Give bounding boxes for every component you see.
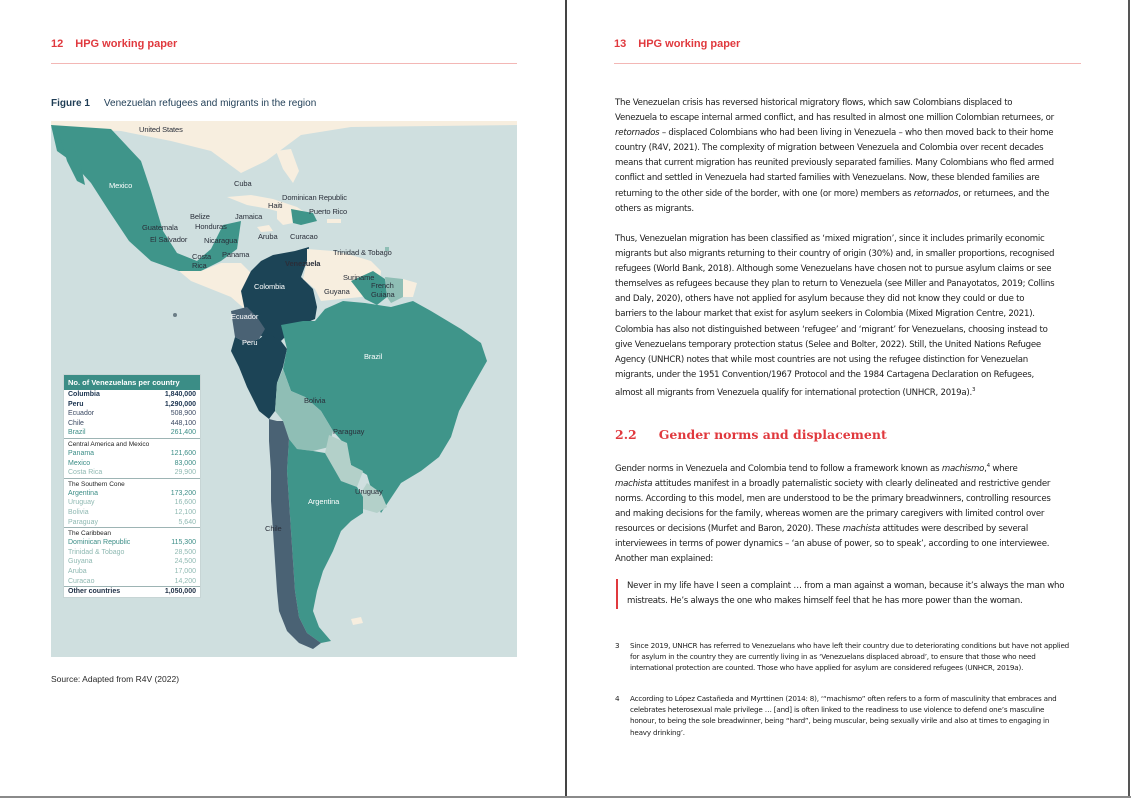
p1-text-b: – displaced Colombians who had been living in Venezuela – who then moved back to their home country (R4V, 2021). The complexity of migration between Venezuela and Colombia over recent decades means that current migration has reunited previously separated families. Many Colombians who fled armed conflict and settled in Venezuela had started families with Venezuelans. Now, these blended families are returning to the other side of the border, with one (or more) members as [615,128,1054,199]
country-value: 5,640 [178,518,196,526]
p3-text-d: attitudes were described by several interviewees in terms of power dynamics – ‘an abuse of power, so to speak’, according to one interviewee. Another man explained: [615,524,1050,565]
table-row-total [64,586,200,597]
map-label-colombia: Colombia [254,282,285,291]
map-label-aruba: Aruba [258,232,278,241]
table-row [64,459,200,469]
map-label-guyana: Guyana [324,287,350,296]
table-row [64,428,200,438]
land-puerto-rico [327,219,341,223]
map-label-venezuela: Venezuela [285,259,321,268]
table-title: No. of Venezuelans per country [64,375,200,390]
country-name: Aruba [68,567,87,575]
section-number: 2.2 [615,427,637,442]
country-name: Ecuador [68,410,95,418]
map-label-jamaica: Jamaica [235,212,263,221]
map-label-argentina: Argentina [308,497,340,506]
table-row [64,489,200,499]
table-row [64,538,200,548]
running-head-left [51,38,177,50]
map-label-panama: Panama [222,250,250,259]
block-quote: Never in my life have I seen a complaint … from a man against a woman, because it’s always the man who mistreats. He’s always the one who makes himself feel that he has more power than the woman. [616,579,1089,609]
map-label-belize: Belize [190,212,210,221]
country-value: 24,500 [174,558,196,566]
p1-text-c: , or returnees, and the others as migrants. [615,188,1050,214]
map-label-bolivia: Bolivia [304,396,326,405]
p3-text-c: attitudes manifest in a broadly paternalistic society with clearly delineated and restrictive gender norms. According to this model, men are understood to be the primary breadwinners, controlling resources and making decisions for the family, whereas women are the primary caregivers with limited control over resources or decisions (Murfet and Baron, 2020). These [615,478,1051,535]
paragraph-3 [615,459,1055,568]
running-title: HPG working paper [75,38,178,50]
country-value: 29,900 [174,469,196,477]
table-group-header: The Southern Cone [64,478,200,489]
country-name: Uruguay [68,499,95,507]
page-number: 13 [614,38,627,50]
total-country: Other countries [68,588,121,596]
country-value: 261,400 [170,429,196,437]
country-name: Argentina [68,489,98,497]
land-jamaica [257,225,273,232]
galapagos-islands [173,313,177,317]
figure-source: Source: Adapted from R4V (2022) [51,674,180,684]
country-name: Trinidad & Tobago [68,548,125,556]
map-label-costa-rica-2: Rica [192,261,207,270]
country-name: Chile [68,419,84,427]
p2-text: Thus, Venezuelan migration has been classified as ‘mixed migration’, since it includes primarily economic migrants but also migrants returning to their country of origin (30%) and, in smaller proportions, recognised refugees (World Bank, 2018). Although some Venezuelans have chosen not to pursue asylum claims or see themselves as refugees because they plan to return to Venezuela (see Miller and Panayotatos, 2019; Collins and Daly, 2020), others have not applied for asylum because they did not know they could or due to barriers to the labour market that exist for asylum seekers in Colombia (Mixed Migration Centre, 2021). Colombia has also not distinguished between ‘refugee’ and ‘migrant’ for Venezuelans, choosing instead to give Venezuelans temporary protection status (Selee and Bolter, 2022). Still, the United Nations Refugee Agency (UNHCR) notes that while most countries are not using the refugee distinction for Venezuelan migrants, under the 1951 Convention/1967 Protocol and the 1984 Cartagena Declaration on Refugees, almost all migrants from Venezuela qualify for international protection (UNHCR, 2019a). [615,234,1055,398]
paragraph-1 [615,96,1055,217]
table-body [64,390,200,586]
country-value: 508,900 [170,410,196,418]
map-label-peru: Peru [242,338,258,347]
map-label-suriname: Suriname [343,273,375,282]
country-value: 83,000 [174,459,196,467]
section-title: Gender norms and displacement [658,427,887,442]
footnote-ref-4[interactable]: 4 [986,463,990,469]
footnote-3 [615,640,1070,674]
p1-text-a: The Venezuelan crisis has reversed historical migratory flows, which saw Colombians displaced to Venezuela to escape internal armed conflict, and has resulted in almost one million Colombian returnees, or [615,98,1054,124]
table-row [64,567,200,577]
table-row [64,449,200,459]
figure-label: Figure 1 [51,98,90,109]
country-name: Paraguay [68,518,98,526]
figure-title: Venezuelan refugees and migrants in the region [103,98,317,109]
map-label-ecuador: Ecuador [231,312,259,321]
map-label-nicaragua: Nicaragua [204,236,238,245]
footnote-ref-3[interactable]: 3 [971,386,976,393]
footnote-text: Since 2019, UNHCR has referred to Venezuelans who have left their country due to deteriorating conditions but have not applied for asylum in the country they are currently living in as ‘Venezuelans displaced abroad’, to ensure that those who need international protection are counted. Those who have applied for asylum are considered refugees (UNHCR, 2019a). [630,641,1070,673]
footnote-text: According to López Castañeda and Myrttinen (2014: 8), ‘“machismo” often refers to a form of masculinity that embraces and celebrates heterosexual male privilege … [and] is often linked to the readiness to use violence to defend one’s masculine honour, to being the sole breadwinner, being “hard”, being muscular, being sexually virile and also at times to engaging in heavy drinking’. [630,694,1057,737]
footnote-number: 4 [615,694,620,703]
map-label-dominican-republic: Dominican Republic [282,193,347,202]
total-value: 1,050,000 [164,588,196,596]
country-value: 115,300 [171,539,196,547]
map-label-brazil: Brazil [364,352,383,361]
p1-emphasis-retornados: retornados [615,128,660,139]
p3-emphasis-machista-2: machista [842,524,880,535]
country-value: 14,200 [174,577,196,585]
p1-emphasis-retornados-2: retornados [913,188,959,199]
country-value: 121,600 [170,449,196,457]
country-value: 28,500 [174,548,196,556]
country-value: 16,600 [174,499,196,507]
table-row [64,409,200,419]
header-rule [51,63,517,64]
country-value: 1,840,000 [164,391,196,398]
venezuelans-per-country-table [63,374,201,598]
p3-text-a: Gender norms in Venezuela and Colombia tend to follow a framework known as [615,463,942,474]
table-row [64,390,200,400]
country-name: Columbia [68,391,100,398]
map-label-french-guiana-2: Guiana [371,290,395,299]
country-name: Dominican Republic [68,539,131,547]
table-group-header: The Caribbean [64,527,200,538]
table-row [64,518,200,528]
map-label-chile: Chile [265,524,282,533]
figure-caption [51,98,316,109]
country-value: 448,100 [170,419,196,427]
map-label-mexico: Mexico [109,181,133,190]
page-number: 12 [51,38,64,50]
country-name: Costa Rica [68,469,103,477]
p3-text-b: where [989,463,1018,474]
table-row [64,498,200,508]
table-row [64,548,200,558]
map-label-paraguay: Paraguay [333,427,365,436]
map-label-haiti: Haiti [268,201,283,210]
country-value: 173,200 [170,489,196,497]
table-row [64,577,200,587]
country-name: Curacao [68,577,95,585]
running-title: HPG working paper [638,38,741,50]
map-label-guatemala: Guatemala [142,223,178,232]
table-row [64,468,200,478]
map-label-united-states: United States [139,125,183,134]
map-label-french-guiana-1: French [371,281,394,290]
land-french-guiana [403,279,417,297]
country-name: Panama [68,449,95,457]
map-label-uruguay: Uruguay [355,487,383,496]
footnote-number: 3 [615,641,620,650]
map-label-cuba: Cuba [234,179,252,188]
map-label-curacao: Curacao [290,232,318,241]
country-name: Guyana [68,558,93,566]
land-falklands [351,617,363,625]
country-name: Mexico [68,459,91,467]
land-florida [276,149,299,183]
footnote-4 [615,693,1070,738]
map-label-el-salvador: El Salvador [150,235,188,244]
map-label-trinidad-tobago: Trinidad & Tobago [333,248,392,257]
map-label-honduras: Honduras [195,222,227,231]
section-heading [615,427,887,442]
country-value: 1,290,000 [164,400,196,408]
map-label-costa-rica-1: Costa [192,252,212,261]
table-row [64,508,200,518]
header-rule [614,63,1081,64]
table-row [64,400,200,410]
country-value: 12,100 [174,508,196,516]
country-name: Peru [68,400,84,408]
running-head-right [614,38,740,50]
p3-emphasis-machismo: machismo [941,463,985,474]
country-name: Bolivia [68,508,89,516]
table-row [64,557,200,567]
map-label-puerto-rico: Puerto Rico [309,207,348,216]
p3-emphasis-machista: machista [615,478,653,489]
country-value: 17,000 [174,567,196,575]
country-name: Brazil [68,429,86,437]
table-row [64,419,200,429]
p3-comma: , [984,463,987,474]
table-group-header: Central America and Mexico [64,438,200,449]
paragraph-2 [615,232,1055,401]
land-haiti [277,211,293,225]
